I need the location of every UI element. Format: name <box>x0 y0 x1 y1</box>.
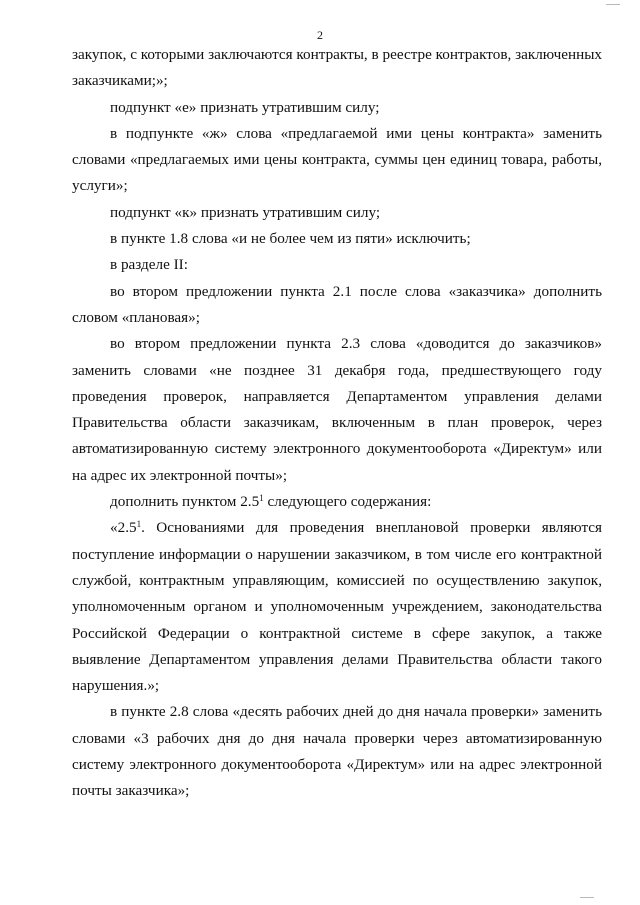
paragraph-3: в подпункте «ж» слова «предлагаемой ими цены контракта» заменить словами «предлагаемых ими цены контракта, суммы цен единиц товара, работы, услуги»; <box>72 124 602 195</box>
scan-mark-top-right <box>606 4 620 5</box>
paragraph-10 <box>72 515 602 699</box>
paragraph-9-text-end: следующего содержания: <box>263 493 432 511</box>
paragraph-10-superscript: 1 <box>136 519 142 530</box>
scan-mark-bottom-right <box>580 897 594 898</box>
page-number: 2 <box>317 28 323 42</box>
paragraph-10-text: «2.5 <box>110 519 137 537</box>
paragraph-5: в пункте 1.8 слова «и не более чем из пяти» исключить; <box>110 230 471 248</box>
paragraph-1: закупок, с которыми заключаются контракты, в реестре контрактов, заключенных заказчиками;»; <box>72 46 603 90</box>
paragraph-9-text: дополнить пунктом 2.5 <box>110 493 260 511</box>
paragraph-11: в пункте 2.8 слова «десять рабочих дней до дня начала проверки» заменить словами «3 рабочих дня до дня начала проверки через автоматизированную систему электронного документооборота «Директум» или на адрес электронной почты заказчика»; <box>72 703 602 800</box>
paragraph-8: во втором предложении пункта 2.3 слова «доводится до заказчиков» заменить словами «не позднее 31 декабря года, предшествующего году проведения проверок, направляется Департаментом управления делами Правительства области заказчикам, включенным в план проверок, через автоматизированную систему электронного документооборота «Директум» или на адрес их электронной почты»; <box>72 335 602 484</box>
paragraph-7: во втором предложении пункта 2.1 после слова «заказчика» дополнить словом «плановая»; <box>72 282 602 326</box>
paragraph-9 <box>72 489 602 515</box>
paragraph-4: подпункт «к» признать утратившим силу; <box>110 203 381 221</box>
document-body <box>72 42 602 805</box>
paragraph-6: в разделе II: <box>110 256 188 274</box>
paragraph-9-superscript: 1 <box>259 493 264 504</box>
paragraph-2: подпункт «е» признать утратившим силу; <box>110 98 380 116</box>
paragraph-10-text-end: . Основаниями для проведения внеплановой проверки являются поступление информации о нарушении заказчиком, в том числе его контрактной службой, контрактным управляющим, комиссией по осуществлению закупок, уполномоченным органом и уполномоченным учреждением, законодательства Российской Федерации о контрактной системе в сфере закупок, а также выявление Департаментом управления делами Правительства области такого нарушения.»; <box>72 519 602 695</box>
